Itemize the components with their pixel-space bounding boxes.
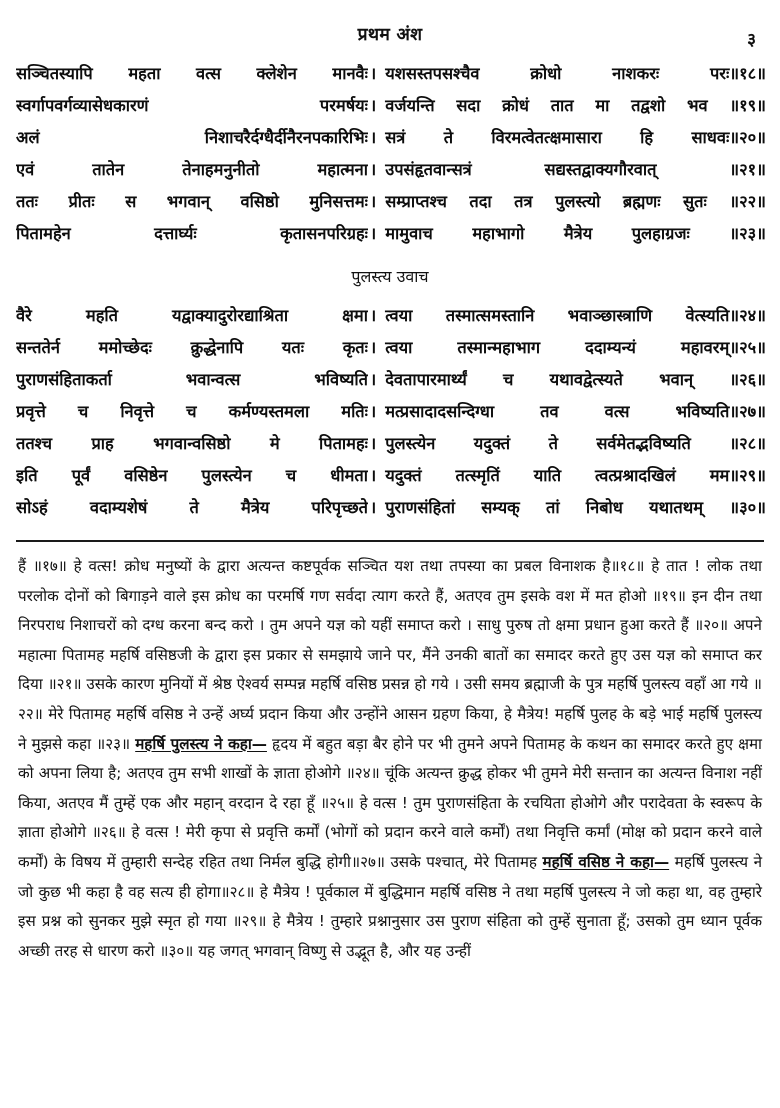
verse-word: कृतासनपरिग्रहः xyxy=(280,224,368,243)
verse-hemistich-first xyxy=(16,90,368,122)
verse-word: एवं xyxy=(16,160,35,179)
verse-word: मतिः xyxy=(341,402,368,421)
verse-line xyxy=(16,58,766,90)
verse-line xyxy=(16,186,766,218)
verse-word: ॥२२॥ xyxy=(729,192,766,211)
verse-word: तस्मान्महाभाग xyxy=(457,338,541,357)
verse-word: ॥२६॥ xyxy=(729,370,766,389)
verse-word: ददाम्यन्यं xyxy=(585,338,636,357)
commentary-text-part-2: हृदय में बहुत बड़ा बैर होने पर भी तुमने अपने पितामह के कथन का समादर करते हुए क्षमा को अपना लिया है; अतएव तुम सभी शाखों के ज्ञाता होओगे ॥२४॥ चूंकि अत्यन्त क्रुद्ध होकर भी तुमने मेरी सन्तान का अत्यन्त विनाश नहीं किया, अतएव मैं तुम्हें एक और महान् वरदान दे रहा हूँ ॥२५॥ हे वत्स ! तुम पुराणसंहिता के रचयिता होओगे और परादेवता के स्वरूप के ज्ञाता होओगे ॥२६॥ हे वत्स ! मेरी कृपा से प्रवृत्ति कर्मों (भोगों को प्रदान करने वाले कर्मों) तथा निवृत्ति कर्मां (मोक्ष को प्रदान करने वाले कर्मों) के विषय में तुम्हारी सन्देह रहित तथा निर्मल बुद्धि होगी॥२७॥ उसके पश्चात्, मेरे पितामह xyxy=(18,734,762,871)
verse-word: भविष्यति xyxy=(314,370,368,389)
verse-word: तां xyxy=(546,498,560,517)
verse-word: परमर्षयः xyxy=(319,96,368,115)
verse-word: सोऽहं xyxy=(16,498,48,517)
verse-word: सर्वमेतद्भविष्यति xyxy=(596,434,691,453)
verse-word: परिपृच्छते xyxy=(311,498,368,517)
verse-word: च xyxy=(186,402,197,421)
speaker-label-vasishtha: महर्षि वसिष्ठ ने कहा— xyxy=(542,852,670,871)
verse-word: भवान्वत्स xyxy=(185,370,241,389)
verse-word: मैत्रेय xyxy=(563,224,593,243)
verse-word: स्वर्गापवर्गव्यासेधकारणं xyxy=(16,96,149,115)
verse-hemistich-second xyxy=(381,460,766,492)
verse-word: तदा xyxy=(469,192,492,211)
danda-mark: । xyxy=(370,224,377,243)
verse-word: ॥२१॥ xyxy=(729,160,766,179)
danda-mark: । xyxy=(370,466,377,485)
verse-hemistich-second xyxy=(381,90,766,122)
danda-mark: । xyxy=(370,160,377,179)
verse-hemistich-first xyxy=(16,460,368,492)
verse-word: सम्यक् xyxy=(481,498,520,517)
verse-word: भवाञ्छास्त्राणि xyxy=(567,306,653,325)
verse-word: ॥१९॥ xyxy=(729,96,766,115)
verse-word: तात xyxy=(550,96,574,115)
verse-word: वत्स xyxy=(604,402,630,421)
verse-word: कृतः xyxy=(342,338,368,357)
commentary-text-part-3: महर्षि पुलस्त्य ने जो कुछ भी कहा है वह सत्य ही होगा॥२८॥ हे मैत्रेय ! पूर्वकाल में बुद्धिमान महर्षि वसिष्ठ ने तथा महर्षि पुलस्त्य ने जो कहा था, वह तुम्हारे इस प्रश्न को सुनकर मुझे स्मृत हो गया ॥२९॥ हे मैत्रेय ! तुम्हारे प्रश्नानुसार उस पुराण संहिता को तुम्हें सुनाता हूँ; उसको तुम ध्यान पूर्वक अच्छी तरह से धारण करो ॥३०॥ यह जगत् भगवान् विष्णु से उद्भूत है, और यह उन्हीं xyxy=(18,852,762,960)
verse-hemistich-first xyxy=(16,492,368,524)
verse-word: भवान् xyxy=(659,370,694,389)
danda-mark: । xyxy=(370,96,377,115)
verse-word: भगवान्वसिष्ठो xyxy=(153,434,231,453)
verse-word: सुतः xyxy=(683,192,707,211)
verse-word: ततः xyxy=(16,192,38,211)
verse-word: पुराणसंहितां xyxy=(385,498,455,517)
verse-word: त्वत्प्रश्रादखिलं xyxy=(594,466,676,485)
verse-word: क्षमा xyxy=(342,306,368,325)
verse-word: सन्ततेर्न xyxy=(16,338,60,357)
verse-line xyxy=(16,364,766,396)
verse-word: मानवैः xyxy=(332,64,368,83)
verse-word: यदुक्तं xyxy=(473,434,511,453)
verse-line xyxy=(16,460,766,492)
verse-word: वत्स xyxy=(196,64,221,83)
verse-word: पुलस्त्येन xyxy=(201,466,252,485)
verse-word: वैरे xyxy=(16,306,32,325)
verse-word: मम॥२९॥ xyxy=(709,466,766,485)
verse-line xyxy=(16,300,766,332)
verse-word: मे xyxy=(269,434,280,453)
danda-mark: । xyxy=(370,402,377,421)
verse-word: पुराणसंहिताकर्ता xyxy=(16,370,112,389)
verse-word: यथावद्वेत्स्यते xyxy=(549,370,623,389)
verse-line xyxy=(16,154,766,186)
verse-word: तत्स्मृतिं xyxy=(455,466,500,485)
verse-hemistich-second xyxy=(381,364,766,396)
verse-word: ॥३०॥ xyxy=(729,498,766,517)
verse-word: ॥२८॥ xyxy=(729,434,766,453)
verse-word: ते xyxy=(443,128,454,147)
verse-word: ते xyxy=(189,498,199,517)
verse-word: यद्वाक्यादुरोरद्याश्रिता xyxy=(172,306,289,325)
verse-word: मत्प्रसादादसन्दिग्धा xyxy=(385,402,495,421)
verse-word: महात्मना xyxy=(317,160,368,179)
verse-word: सद्यस्तद्वाक्यगौरवात् xyxy=(544,160,657,179)
verse-word: तत्र xyxy=(514,192,533,211)
page-title: प्रथम अंश xyxy=(357,25,423,45)
verse-word: नाशकरः xyxy=(612,64,660,83)
section-divider xyxy=(16,540,764,542)
verse-word: तातेन xyxy=(92,160,125,179)
verse-word: वसिष्ठेन xyxy=(124,466,168,485)
verse-word: तेनाहमनुनीतो xyxy=(182,160,260,179)
verse-word: च xyxy=(77,402,89,421)
verse-hemistich-second xyxy=(381,122,766,154)
verse-word: सञ्चितस्यापि xyxy=(16,64,93,83)
verse-hemistich-first xyxy=(16,332,368,364)
verse-word: वर्जयन्ति xyxy=(385,96,435,115)
verse-word: पितामहेन xyxy=(16,224,71,243)
verse-word: क्लेशेन xyxy=(256,64,297,83)
verse-hemistich-second xyxy=(381,332,766,364)
verse-word: तद्वशो xyxy=(631,96,666,115)
verse-word: वेत्स्यति॥२४॥ xyxy=(685,306,766,325)
verse-word: देवतापारमार्थ्यं xyxy=(385,370,467,389)
verse-word: निशाचरैर्दग्धैर्दीनैरनपकारिभिः xyxy=(204,128,368,147)
verse-hemistich-second xyxy=(381,428,766,460)
verse-hemistich-first xyxy=(16,396,368,428)
verse-word: मुनिसत्तमः xyxy=(309,192,368,211)
verse-word: हि xyxy=(640,128,654,147)
verse-word: वसिष्ठो xyxy=(240,192,279,211)
verse-word: महति xyxy=(85,306,118,325)
verse-hemistich-second xyxy=(381,300,766,332)
verse-word: परः॥१८॥ xyxy=(709,64,766,83)
verse-word: दत्तार्घ्यः xyxy=(154,224,197,243)
danda-mark: । xyxy=(370,192,377,211)
verse-word: क्रुद्धेनापि xyxy=(190,338,244,357)
verse-hemistich-first xyxy=(16,186,368,218)
verse-word: प्राह xyxy=(91,434,114,453)
verse-word: साधवः॥२०॥ xyxy=(691,128,766,147)
verse-word: क्रोधो xyxy=(530,64,562,83)
verse-word: सत्रं xyxy=(385,128,406,147)
verse-line xyxy=(16,122,766,154)
verse-word: ब्रह्मणः xyxy=(622,192,661,211)
verse-hemistich-second xyxy=(381,58,766,90)
verse-word: महावरम्॥२५॥ xyxy=(680,338,766,357)
verse-word: इति xyxy=(16,466,38,485)
verse-hemistich-first xyxy=(16,300,368,332)
verse-line xyxy=(16,90,766,122)
hindi-commentary xyxy=(10,552,770,966)
verse-word: यदुक्तं xyxy=(385,466,422,485)
verse-word: भव xyxy=(686,96,708,115)
verse-word: यशसस्तपसश्चैव xyxy=(385,64,480,83)
verse-word: धीमता xyxy=(330,466,368,485)
verse-word: पूर्वं xyxy=(71,466,91,485)
danda-mark: । xyxy=(370,370,377,389)
verse-word: मा xyxy=(595,96,610,115)
verse-word: त्वया xyxy=(385,306,413,325)
danda-mark: । xyxy=(370,434,377,453)
verse-word: मैत्रेय xyxy=(241,498,270,517)
sanskrit-verse-block-2 xyxy=(10,300,770,524)
verse-word: पुलस्त्यो xyxy=(555,192,601,211)
verse-hemistich-second xyxy=(381,154,766,186)
verse-word: क्रोधं xyxy=(502,96,529,115)
verse-word: च xyxy=(502,370,514,389)
verse-word: यथातथम् xyxy=(649,498,703,517)
verse-hemistich-first xyxy=(16,428,368,460)
verse-line xyxy=(16,332,766,364)
danda-mark: । xyxy=(370,338,377,357)
verse-word: सदा xyxy=(456,96,481,115)
verse-word: प्रवृत्ते xyxy=(16,402,46,421)
verse-hemistich-first xyxy=(16,154,368,186)
verse-word: त्वया xyxy=(385,338,413,357)
verse-word: च xyxy=(285,466,297,485)
verse-hemistich-first xyxy=(16,122,368,154)
verse-word: पितामहः xyxy=(319,434,368,453)
danda-mark: । xyxy=(370,498,377,517)
verse-word: यतः xyxy=(281,338,305,357)
verse-hemistich-first xyxy=(16,364,368,396)
page-number: ३ xyxy=(747,30,756,50)
commentary-text-part-1: हैं ॥१७॥ हे वत्स! क्रोध मनुष्यों के द्वारा अत्यन्त कष्टपूर्वक सञ्चित यश तथा तपस्या का प्रबल विनाशक है॥१८॥ हे तात ! लोक तथा परलोक दोनों को बिगाड़ने वाले इस क्रोध का परमर्षि गण सर्वदा त्याग करते हैं, अतएव तुम इसके वश में मत होओ ॥१९॥ इन दीन तथा निरपराध निशाचरों को दग्ध करना बन्द करो । तुम अपने यज्ञ को यहीं समाप्त करो । साधु पुरुष तो क्षमा प्रधान हुआ करते हैं ॥२०॥ अपने महात्मा पितामह महर्षि वसिष्ठजी के द्वारा इस प्रकार से समझाये जाने पर, मैंने उनकी बातों का समादर करते हुए उस यज्ञ को समाप्त कर दिया ॥२१॥ उसके कारण मुनियों में श्रेष्ठ ऐश्वर्य सम्पन्न महर्षि वसिष्ठ प्रसन्न हो गये । उसी समय ब्रह्माजी के पुत्र महर्षि पुलस्त्य वहाँ आ गये ॥२२॥ मेरे पितामह महर्षि वसिष्ठ ने उन्हें अर्घ्य प्रदान किया और उन्होंने आसन ग्रहण किया, हे मैत्रेय! महर्षि पुलह के बड़े भाई महर्षि पुलस्त्य ने मुझसे कहा ॥२३॥ xyxy=(18,557,762,753)
verse-hemistich-second xyxy=(381,492,766,524)
verse-word: ममोच्छेदः xyxy=(98,338,152,357)
verse-word: उपसंहृतवान्सत्रं xyxy=(385,160,472,179)
danda-mark: । xyxy=(370,64,377,83)
verse-word: निबोध xyxy=(585,498,623,517)
verse-word: विरमत्वेतत्क्षमासारा xyxy=(491,128,602,147)
verse-hemistich-second xyxy=(381,396,766,428)
verse-word: सम्प्राप्तश्च xyxy=(385,192,447,211)
verse-line xyxy=(16,218,766,250)
verse-word: याति xyxy=(533,466,562,485)
verse-hemistich-first xyxy=(16,218,368,250)
verse-word: भविष्यति॥२७॥ xyxy=(675,402,766,421)
speaker-label-pulastya: महर्षि पुलस्त्य ने कहा— xyxy=(135,734,267,753)
verse-word: महाभागो xyxy=(472,224,525,243)
verse-word: तस्मात्समस्तानि xyxy=(445,306,535,325)
verse-word: निवृत्ते xyxy=(120,402,155,421)
verse-line xyxy=(16,492,766,524)
verse-line xyxy=(16,428,766,460)
verse-hemistich-second xyxy=(381,218,766,250)
verse-word: महता xyxy=(128,64,161,83)
running-header xyxy=(10,22,770,52)
verse-word: प्रीतः xyxy=(68,192,95,211)
interlocutor-heading: पुलस्त्य उवाच xyxy=(351,267,429,286)
verse-word: भगवान् xyxy=(166,192,210,211)
danda-mark: । xyxy=(370,306,377,325)
sanskrit-verse-block-1 xyxy=(10,58,770,250)
verse-word: तव xyxy=(540,402,559,421)
danda-mark: । xyxy=(370,128,377,147)
verse-word: पुलस्त्येन xyxy=(385,434,436,453)
commentary-paragraph xyxy=(18,552,762,966)
verse-hemistich-first xyxy=(16,58,368,90)
verse-word: मामुवाच xyxy=(385,224,433,243)
verse-word: स xyxy=(125,192,137,211)
verse-word: ते xyxy=(548,434,558,453)
verse-word: ॥२३॥ xyxy=(729,224,766,243)
verse-word: कर्मण्यस्तमला xyxy=(228,402,310,421)
verse-line xyxy=(16,396,766,428)
verse-word: वदाम्यशेषं xyxy=(89,498,148,517)
verse-word: ततश्च xyxy=(16,434,53,453)
verse-word: अलं xyxy=(16,128,40,147)
verse-word: पुलहाग्रजः xyxy=(631,224,690,243)
verse-hemistich-second xyxy=(381,186,766,218)
